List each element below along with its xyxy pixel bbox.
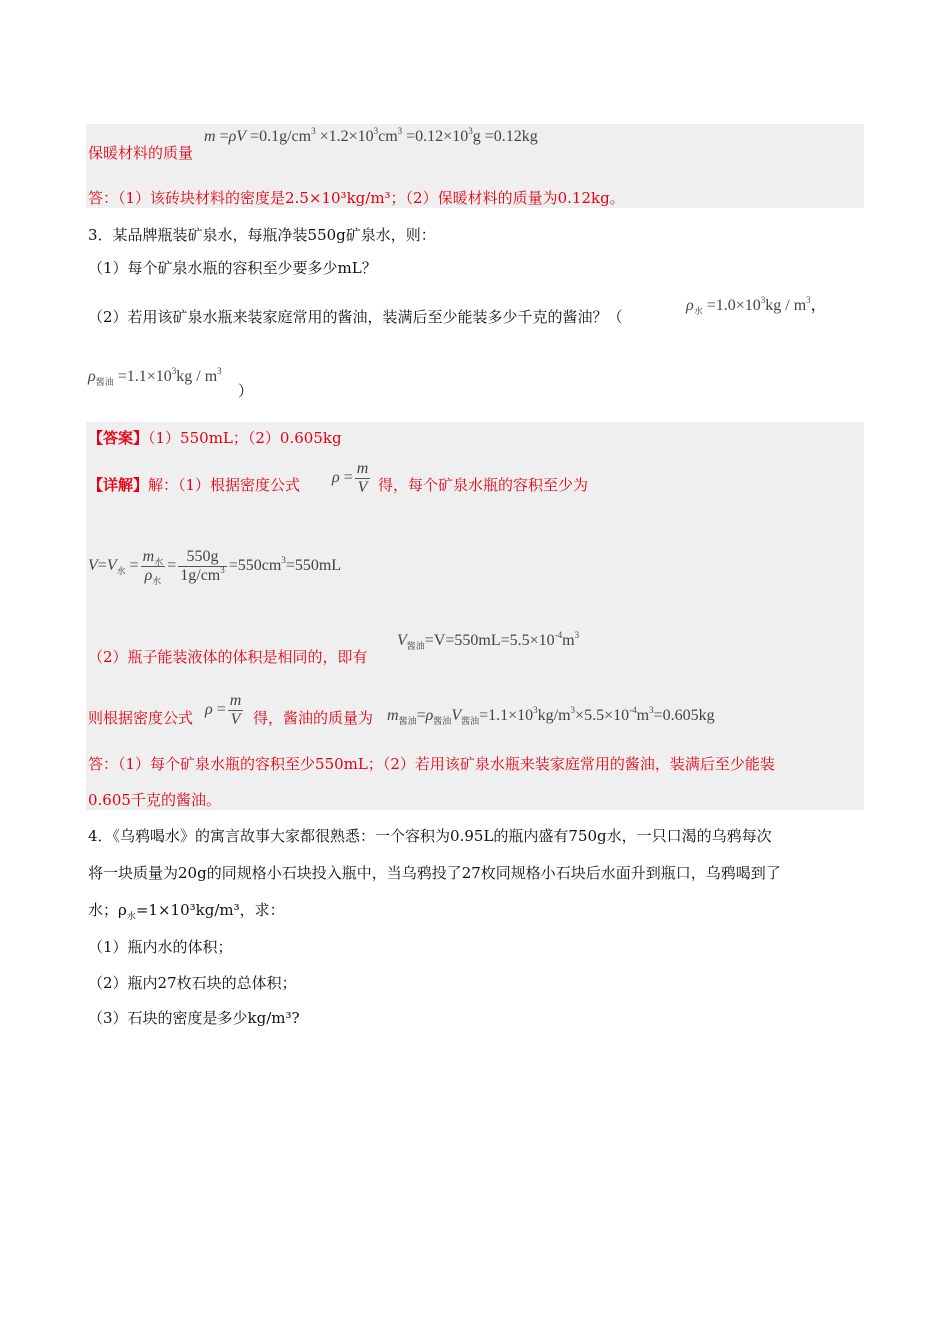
q3-close-paren: ） xyxy=(238,382,254,400)
previous-answer: 答：（1）该砖块材料的密度是2.5×10³kg/m³；（2）保暖材料的质量为0.12kg。 xyxy=(88,189,625,207)
q3-part1: （1）每个矿泉水瓶的容积至少要多少mL？ xyxy=(88,259,377,277)
q4-line-3: 水；$\rho_水=1\times 10^3kg/m^3$，求： xyxy=(88,901,285,922)
q3-detail-3a: 则根据密度公式 xyxy=(88,709,194,727)
density-formula-2: ρ = $\frac{m}{V}$ xyxy=(205,692,242,728)
soy-volume-eq: $V_{酱油}=V=550mL=5.5\times 10^{-4}m^3$ xyxy=(397,630,580,651)
mass-label: 保暖材料的质量 xyxy=(88,144,194,162)
mass-equation: $m =\rho V =0.1g/cm^3 \times 1.2\times 10^3cm^3 =0.12\times 10^3g =0.12kg$ xyxy=(204,126,538,145)
volume-calculation: $V=V_水$ = $\frac{m_水}{\rho_水}$ = $\frac{550g}{1g/cm^3}$ $=550cm^3=550mL$ xyxy=(88,548,342,586)
density-formula-1: ρ = $\frac{m}{V}$ xyxy=(332,460,369,496)
q3-part2: （2）若用该矿泉水瓶来装家庭常用的酱油，装满后至少能装多少千克的酱油？（ xyxy=(88,308,623,326)
rho-water: $\rho_水 =1.0\times 10^3kg / m^3$， xyxy=(686,295,827,316)
q3-answer: 【答案】（1）550mL；（2）0.605kg xyxy=(88,429,342,447)
q4-part3: （3）石块的密度是多少kg/m³? xyxy=(88,1009,300,1027)
q3-final-2: 0.605千克的酱油。 xyxy=(88,791,221,809)
q3-detail-1b: 得，每个矿泉水瓶的容积至少为 xyxy=(378,476,589,494)
q3-final-1: 答：（1）每个矿泉水瓶的容积至少550mL；（2）若用该矿泉水瓶来装家庭常用的酱油，装满后至少能装 xyxy=(88,755,775,773)
q3-detail-2: （2）瓶子能装液体的体积是相同的，即有 xyxy=(88,648,368,666)
q4-line-1: 4．《乌鸦喝水》的寓言故事大家都很熟悉：一个容积为0.95L的瓶内盛有750g水，一只口渴的乌鸦每次 xyxy=(88,827,772,845)
q3-detail-1: 【详解】解：（1）根据密度公式 xyxy=(88,476,301,494)
q3-detail-3b: 得，酱油的质量为 xyxy=(253,709,374,727)
q4-part2: （2）瓶内27枚石块的总体积； xyxy=(88,974,297,992)
q4-line-2: 将一块质量为20g的同规格小石块投入瓶中，当乌鸦投了27枚同规格小石块后水面升到瓶口，乌鸦喝到了 xyxy=(88,864,781,882)
q4-part1: （1）瓶内水的体积； xyxy=(88,938,233,956)
q3-stem: 3．某品牌瓶装矿泉水，每瓶净装550g矿泉水，则： xyxy=(88,226,436,244)
rho-soy: $\rho_{酱油} =1.1\times 10^3kg / m^3$ xyxy=(88,366,222,387)
soy-mass-eq: $m_{酱油}=\rho_{酱油}V_{酱油}=1.1\times 10^3kg/m^3\times 5.5\times 10^{-4}m^3=0.605kg$ xyxy=(387,705,715,726)
